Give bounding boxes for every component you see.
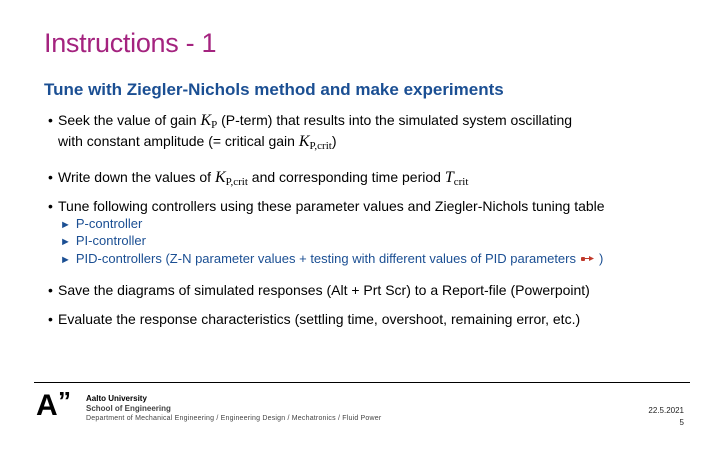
sub-item-pid-controller: [60, 251, 603, 266]
bullet-5-text: Evaluate the response characteristics (settling time, overshoot, remaining error, etc.): [58, 311, 581, 327]
aalto-logo-quote-icon: ”: [58, 386, 71, 416]
bullet-4: [48, 282, 590, 298]
bullet-dot: •: [48, 282, 53, 298]
sub-item-close: ): [598, 251, 604, 266]
sub-item-label: PID-controllers (Z-N parameter values + testing with different values of PID parameters: [75, 251, 580, 266]
sub-item-label: P-controller: [75, 216, 143, 231]
critical-period-symbol: $T_{crit}$: [444, 169, 469, 188]
bullet-2: [48, 169, 468, 188]
bullet-3: [48, 198, 605, 214]
bullet-3-text: Tune following controllers using these parameter values and Ziegler-Nichols tuning table: [58, 198, 605, 214]
pointing-hand-icon: [580, 252, 599, 266]
bullet-1-text-2: (P-term) that results into the simulated system oscillating: [217, 112, 573, 128]
gain-symbol: $K_P$: [200, 112, 218, 131]
sub-item-label: PI-controller: [75, 233, 146, 248]
aalto-logo-icon: A: [36, 389, 58, 422]
bullet-1-cont-close: ): [331, 133, 337, 149]
school-name: School of Engineering: [86, 404, 171, 413]
bullet-dot: •: [48, 198, 53, 214]
bullet-dot: •: [48, 112, 53, 128]
department-text: Department of Mechanical Engineering / Engineering Design / Mechatronics / Fluid Power: [86, 415, 382, 422]
bullet-2-text: Write down the values of: [58, 169, 215, 185]
critical-gain-symbol: $K_{P,crit}$: [298, 133, 332, 152]
bullet-1-text: Seek the value of gain: [58, 112, 201, 128]
university-name: Aalto University: [86, 394, 147, 403]
bullet-1-cont-text: with constant amplitude (= critical gain: [58, 133, 299, 149]
slide-title: Instructions - 1: [44, 28, 217, 58]
sub-item-p-controller: [60, 216, 142, 231]
bullet-dot: •: [48, 311, 53, 327]
sub-item-pi-controller: [60, 233, 146, 248]
footer-divider: [34, 382, 690, 383]
bullet-2-text-2: and corresponding time period: [247, 169, 445, 185]
bullet-dot: •: [48, 169, 53, 185]
bullet-4-text: Save the diagrams of simulated responses (Alt + Prt Scr) to a Report-file (Powerpoint): [58, 282, 590, 298]
bullet-5: [48, 311, 580, 327]
bullet-1: [48, 112, 572, 131]
arrow-icon: ►: [60, 254, 71, 266]
slide-subtitle: Tune with Ziegler-Nichols method and make experiments: [44, 80, 504, 99]
critical-gain-symbol: $K_{P,crit}$: [214, 169, 248, 188]
slide-date: 22.5.2021: [648, 406, 684, 415]
arrow-icon: ►: [60, 236, 71, 248]
bullet-1-continuation: [58, 133, 337, 152]
page-number: 5: [679, 418, 684, 427]
arrow-icon: ►: [60, 219, 71, 231]
